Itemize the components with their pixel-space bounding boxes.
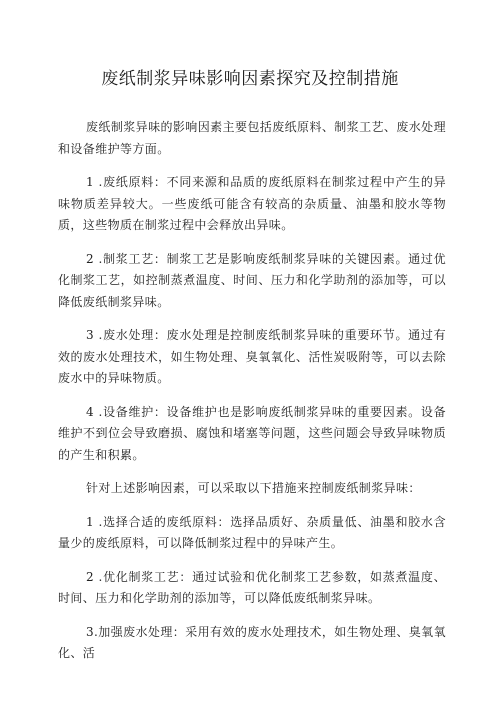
- paragraph-measures-intro: 针对上述影响因素，可以采取以下措施来控制废纸制浆异味：: [86, 481, 421, 495]
- paragraph-measure-3: 3.加强废水处理：采用有效的废水处理技术，如生物处理、臭氧氧化、活: [58, 624, 446, 660]
- document-body: [58, 117, 446, 677]
- paragraph-intro: 废纸制浆异味的影响因素主要包括废纸原料、制浆工艺、废水处理和设备维护等方面。: [58, 120, 446, 156]
- paragraph-raw-material: 1 .废纸原料：不同来源和品质的废纸原料在制浆过程中产生的异味物质差异较大。一些废纸可能含有较高的杂质量、油墨和胶水等物质，这些物质在制浆过程中会释放出异味。: [58, 175, 446, 232]
- paragraph-wastewater: 3 .废水处理：废水处理是控制废纸制浆异味的重要环节。通过有效的废水处理技术，如生物处理、臭氧氧化、活性炭吸附等，可以去除废水中的异味物质。: [58, 328, 446, 385]
- paragraph-measure-1: 1 .选择合适的废纸原料：选择品质好、杂质量低、油墨和胶水含量少的废纸原料，可以降低制浆过程中的异味产生。: [58, 514, 446, 550]
- document-title: 废纸制浆异味影响因素探究及控制措施: [101, 69, 399, 89]
- paragraph-measure-2: 2 .优化制浆工艺：通过试验和优化制浆工艺参数，如蒸煮温度、时间、压力和化学助剂的添加等，可以降低废纸制浆异味。: [58, 569, 446, 605]
- paragraph-equipment: 4 .设备维护：设备维护也是影响废纸制浆异味的重要因素。设备维护不到位会导致磨损、腐蚀和堵塞等问题，这些问题会导致异味物质的产生和积累。: [58, 404, 446, 462]
- paragraph-pulping-process: 2 .制浆工艺：制浆工艺是影响废纸制浆异味的关键因素。通过优化制浆工艺，如控制蒸煮温度、时间、压力和化学助剂的添加等，可以降低废纸制浆异味。: [58, 251, 446, 309]
